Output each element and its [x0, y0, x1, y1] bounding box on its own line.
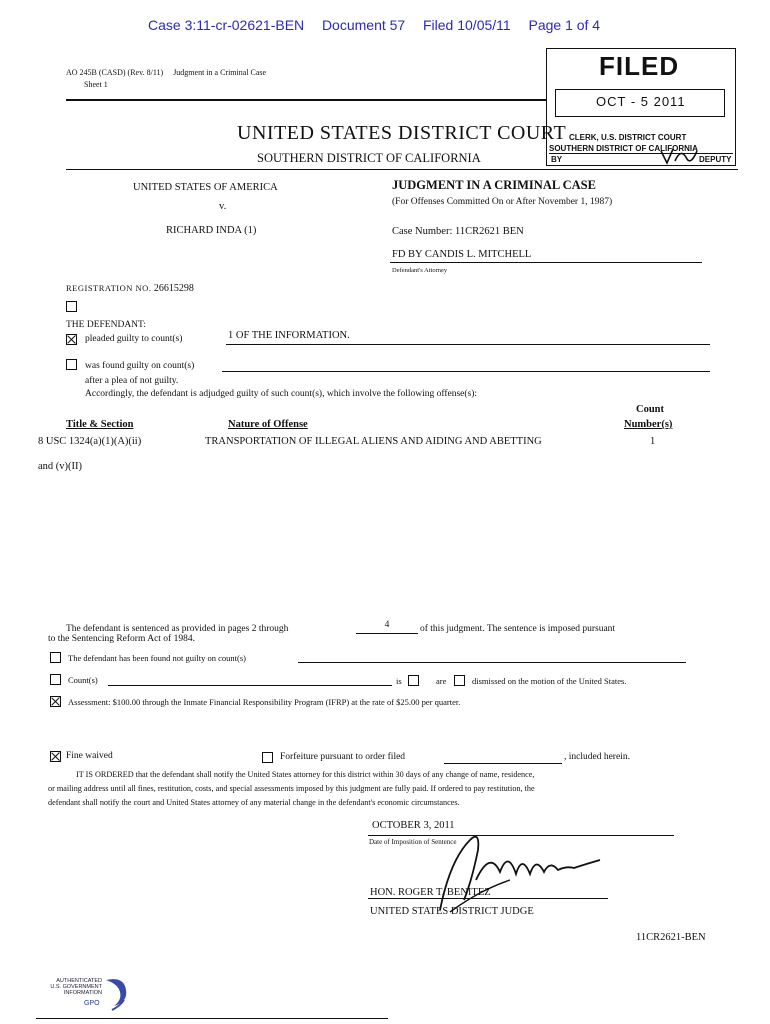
- order-line1: IT IS ORDERED that the defendant shall notify the United States attorney for this district within 30 days of any change of name, residence,: [76, 770, 535, 779]
- offense-title-line1: 8 USC 1324(a)(1)(A)(ii): [38, 436, 142, 447]
- header-title-section: Title & Section: [66, 419, 134, 430]
- stamp-initials-signature: [659, 145, 699, 165]
- found-guilty-rule: [222, 371, 710, 372]
- forfeiture-rule: [444, 763, 562, 764]
- filed-stamp-title: FILED: [599, 51, 680, 81]
- accordingly-text: Accordingly, the defendant is adjudged guilty of such count(s), which involve the following offense(s):: [85, 389, 478, 399]
- header-count-line1: Count: [636, 404, 665, 415]
- stamp-deputy: DEPUTY: [699, 155, 732, 164]
- court-district: SOUTHERN DISTRICT OF CALIFORNIA: [257, 151, 481, 165]
- stamp-date-box: [555, 89, 725, 117]
- stamp-clerk: CLERK, U.S. DISTRICT COURT: [569, 133, 687, 142]
- forfeiture-checkbox[interactable]: [262, 752, 273, 763]
- after-plea-text: after a plea of not guilty.: [85, 376, 179, 386]
- header-count-line2: Number(s): [624, 419, 673, 430]
- assessment-checkbox[interactable]: [50, 696, 61, 707]
- gpo-line1: AUTHENTICATED: [56, 978, 102, 984]
- case-number-value: 11CR2621 BEN: [455, 226, 524, 237]
- case-number-line: [392, 226, 524, 237]
- stamp-rule: [549, 153, 733, 154]
- form-code-line: [66, 68, 266, 77]
- form-code: AO 245B (CASD) (Rev. 8/11): [66, 68, 164, 77]
- fine-waived-checkbox[interactable]: [50, 751, 61, 762]
- gpo-text-block: [46, 978, 102, 996]
- registration-line: [66, 283, 194, 294]
- registration-checkbox[interactable]: [66, 301, 77, 312]
- judge-name: HON. ROGER T. BENITEZ: [370, 887, 491, 898]
- defendant-name: RICHARD INDA (1): [166, 225, 257, 236]
- judgment-subtitle: (For Offenses Committed On or After November 1, 1987): [392, 197, 613, 207]
- counts-label: Count(s): [68, 675, 98, 685]
- is-label: is: [396, 676, 402, 686]
- gpo-authentication-logo: [44, 976, 134, 1016]
- sentence-text-c: to the Sentencing Reform Act of 1984.: [48, 634, 195, 644]
- pleaded-guilty-label: pleaded guilty to count(s): [85, 334, 183, 344]
- offense-count: 1: [650, 436, 656, 447]
- header-rule: [66, 99, 546, 101]
- stamp-district: SOUTHERN DISTRICT OF CALIFORNIA: [549, 144, 698, 153]
- order-line3: defendant shall notify the court and United States attorney of any material change in the defendant's economic circumstances.: [48, 798, 460, 807]
- form-sheet: Sheet 1: [84, 80, 108, 89]
- sentence-text-a: The defendant is sentenced as provided in pages 2 through: [66, 624, 289, 634]
- registration-label: REGISTRATION NO.: [66, 283, 152, 293]
- imposition-date: OCTOBER 3, 2011: [372, 820, 455, 831]
- included-text: , included herein.: [564, 752, 630, 762]
- pleaded-guilty-rule: [226, 344, 710, 345]
- case-header: [148, 17, 600, 33]
- not-guilty-checkbox[interactable]: [50, 652, 61, 663]
- dismissed-text: dismissed on the motion of the United States.: [472, 676, 627, 686]
- document-number: Document 57: [321, 17, 406, 33]
- assessment-text: Assessment: $100.00 through the Inmate Financial Responsibility Program (IFRP) at the rate of $25.00 per quarter.: [68, 697, 461, 707]
- page-indicator: Page 1 of 4: [528, 17, 601, 33]
- fine-waived-label: Fine waived: [66, 751, 113, 761]
- case-number-header: Case 3:11-cr-02621-BEN: [148, 17, 305, 33]
- header-nature-of-offense: Nature of Offense: [228, 419, 308, 430]
- defense-attorney: FD BY CANDIS L. MITCHELL: [392, 249, 532, 260]
- eagle-icon: [102, 976, 132, 1016]
- found-guilty-checkbox[interactable]: [66, 359, 77, 370]
- court-rule: [66, 169, 738, 170]
- gpo-line2: U.S. GOVERNMENT: [50, 984, 102, 990]
- versus: v.: [219, 201, 227, 212]
- plaintiff-name: UNITED STATES OF AMERICA: [133, 182, 278, 193]
- case-number-label: Case Number:: [392, 226, 453, 237]
- stamp-by: BY: [551, 155, 563, 164]
- judge-rule: [368, 898, 608, 899]
- form-title: Judgment in a Criminal Case: [173, 68, 267, 77]
- filed-date: Filed 10/05/11: [423, 17, 511, 33]
- attorney-rule: [390, 262, 702, 263]
- pleaded-guilty-checkbox[interactable]: [66, 334, 77, 345]
- found-guilty-label: was found guilty on count(s): [85, 361, 195, 371]
- footer-case-reference: 11CR2621-BEN: [636, 932, 706, 943]
- sentence-pages-through: 4: [384, 620, 390, 630]
- sentence-text-b: of this judgment. The sentence is imposed pursuant: [420, 624, 616, 634]
- is-checkbox[interactable]: [408, 675, 419, 686]
- order-line2: or mailing address until all fines, restitution, costs, and special assessments imposed by this judgment are fully paid. If ordered to pay restitution, the: [48, 784, 535, 793]
- not-guilty-rule: [298, 662, 686, 663]
- sentence-line1: [66, 624, 288, 634]
- imposition-date-label: Date of Imposition of Sentence: [369, 838, 457, 846]
- pages-through-rule: [356, 633, 418, 634]
- offense-nature: TRANSPORTATION OF ILLEGAL ALIENS AND AIDING AND ABETTING: [205, 436, 542, 447]
- offense-title-line2: and (v)(II): [38, 461, 83, 472]
- judge-title: UNITED STATES DISTRICT JUDGE: [370, 906, 534, 917]
- are-label: are: [436, 676, 447, 686]
- attorney-label: Defendant's Attorney: [392, 267, 448, 274]
- counts-checkbox[interactable]: [50, 674, 61, 685]
- defendant-heading: THE DEFENDANT:: [66, 320, 147, 330]
- gpo-line3: INFORMATION: [63, 990, 102, 996]
- stamp-date: OCT - 5 2011: [596, 94, 686, 109]
- pleaded-guilty-value: 1 OF THE INFORMATION.: [228, 330, 350, 341]
- court-name: UNITED STATES DISTRICT COURT: [237, 122, 567, 144]
- registration-number: 26615298: [153, 283, 194, 294]
- gpo-mark: GPO: [84, 1000, 100, 1007]
- judgment-title: JUDGMENT IN A CRIMINAL CASE: [392, 178, 596, 192]
- forfeiture-label: Forfeiture pursuant to order filed: [280, 752, 406, 762]
- filed-stamp: [546, 48, 736, 166]
- not-guilty-label: The defendant has been found not guilty on count(s): [68, 653, 246, 663]
- judge-signature: [380, 820, 610, 920]
- are-checkbox[interactable]: [454, 675, 465, 686]
- counts-rule: [108, 685, 392, 686]
- footer-rule: [36, 1018, 388, 1019]
